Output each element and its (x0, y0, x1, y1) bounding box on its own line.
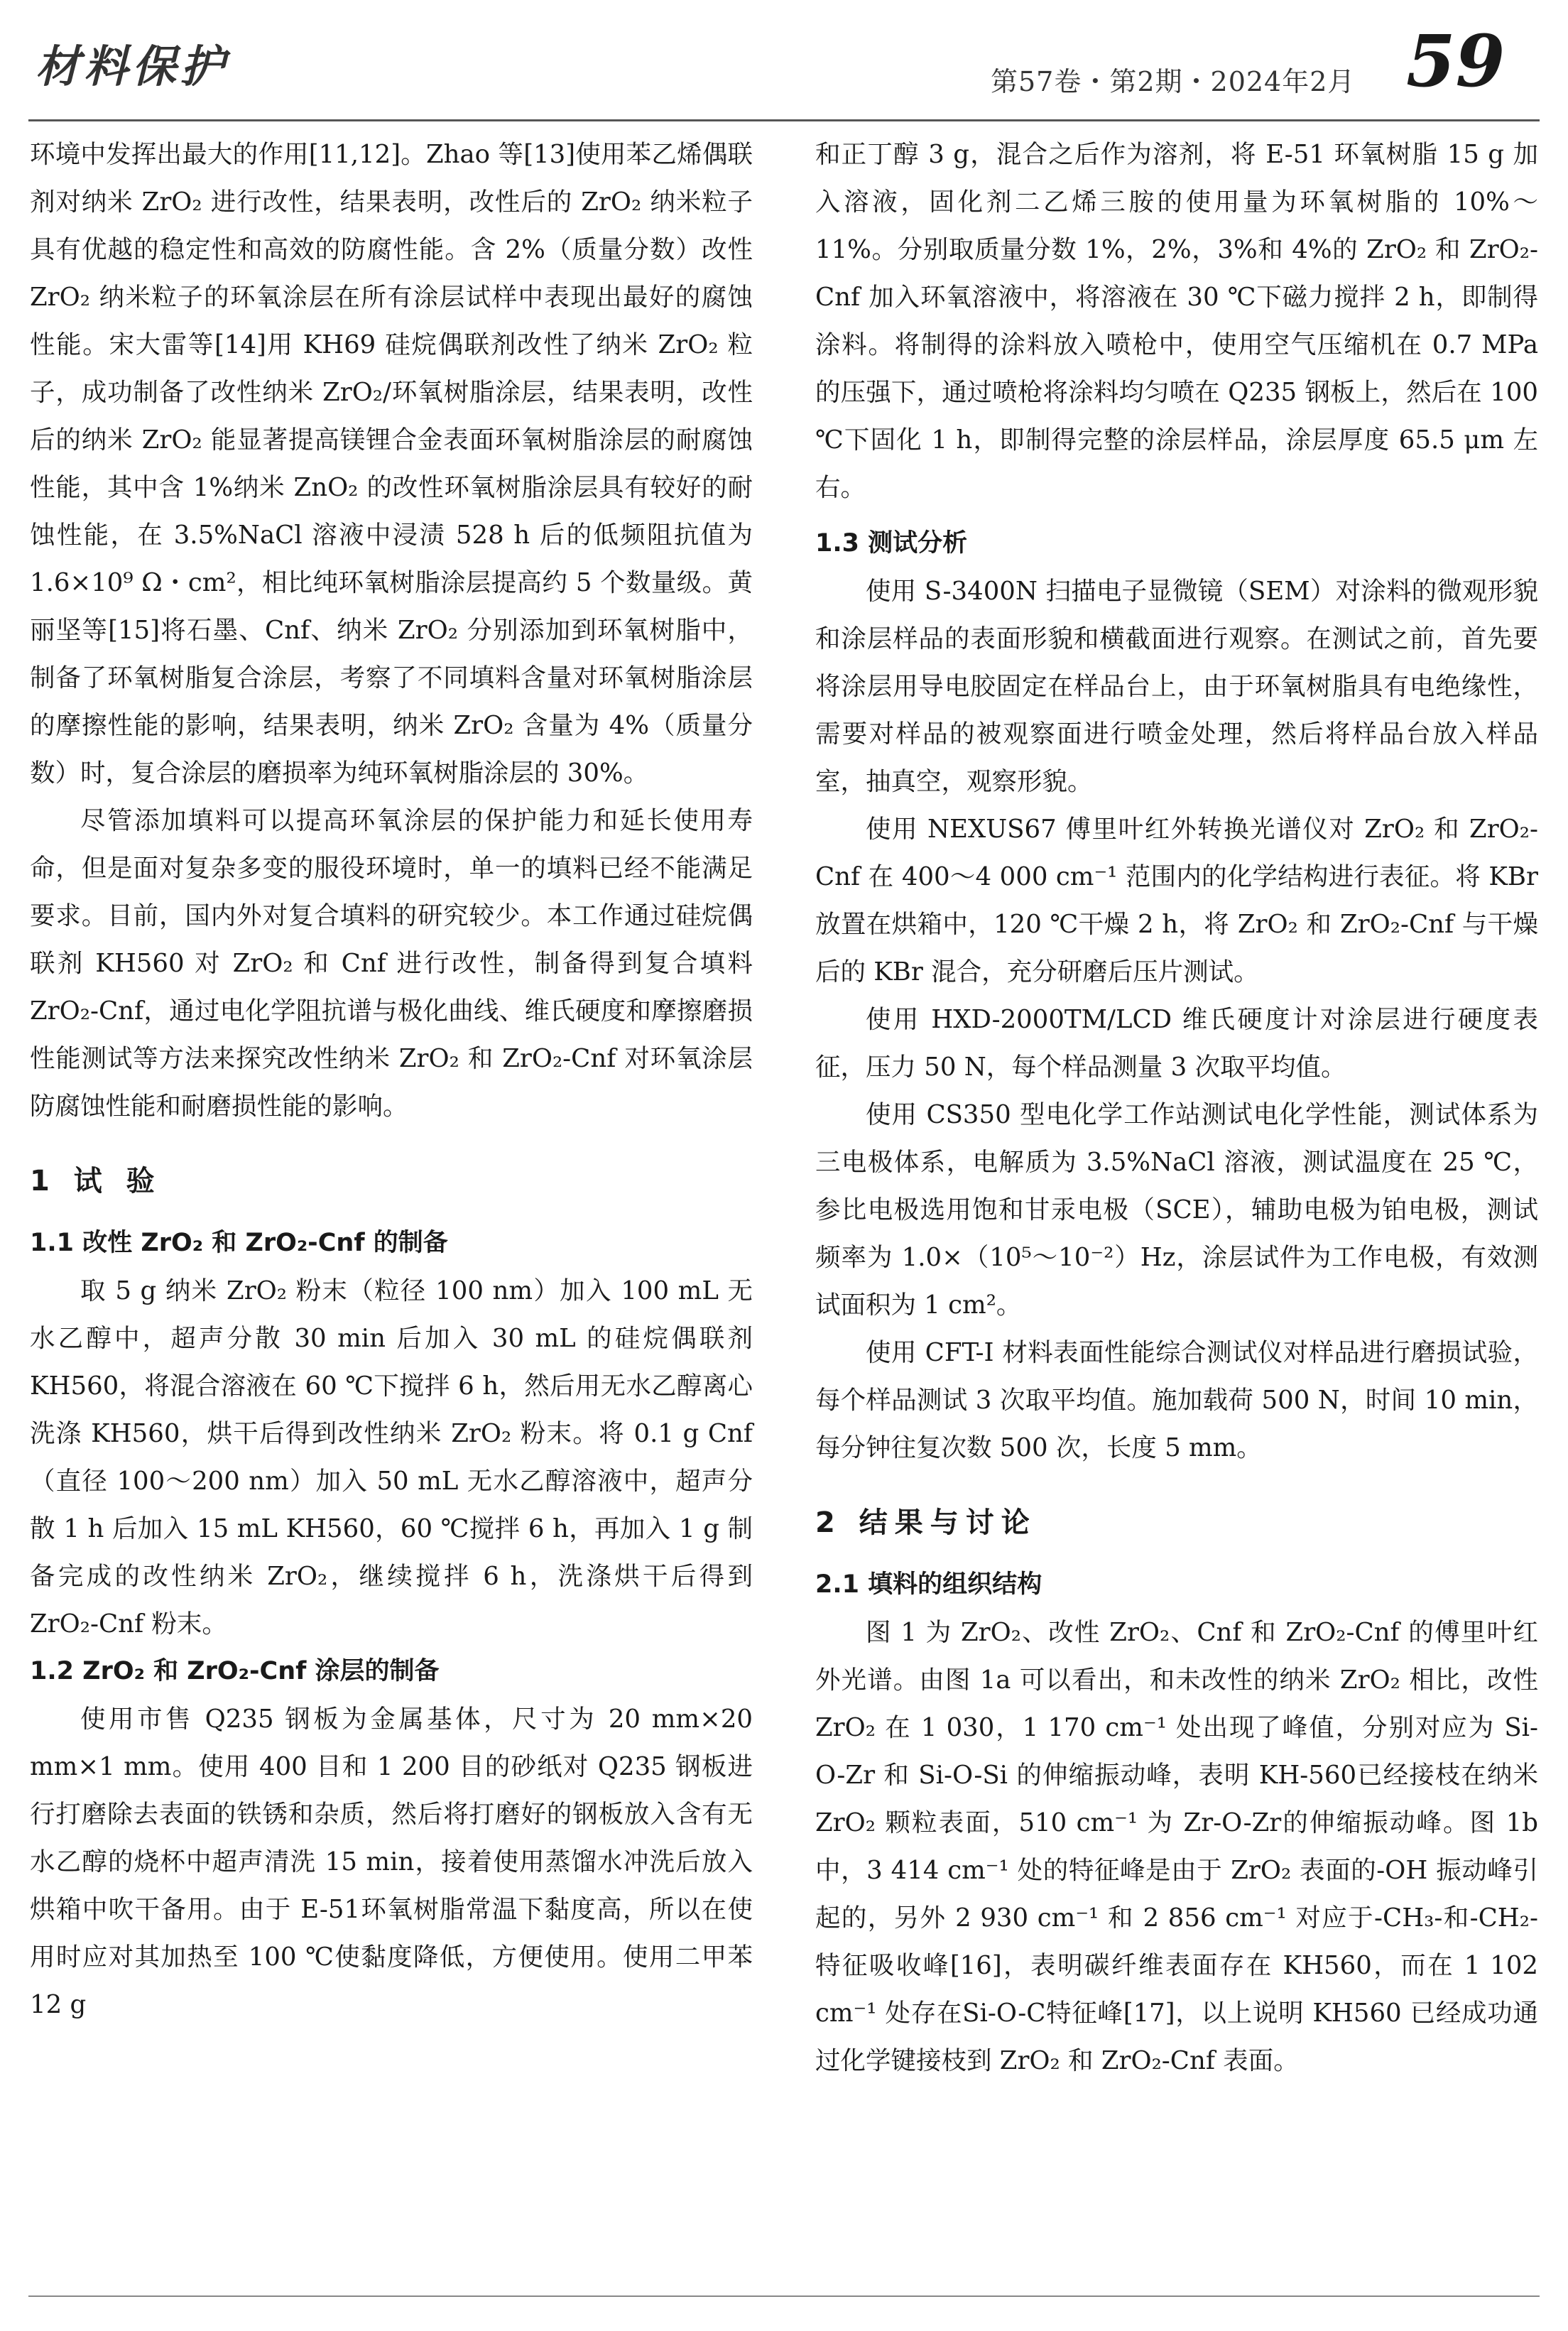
paragraph-1-1: 取 5 g 纳米 ZrO₂ 粉末（粒径 100 nm）加入 100 mL 无水乙醇中，超声分散 30 min 后加入 30 mL 的硅烷偶联剂 KH560，将混合溶液在 60 ℃下搅拌 6 h，然后用无水乙醇离心洗涤 KH560，烘干后得到改性纳米 ZrO₂ 粉末。将 0.1 g Cnf（直径 100～200 nm）加入 50 mL 无水乙醇溶液中，超声分散 1 h 后加入 15 mL KH560，60 ℃搅拌 6 h，再加入 1 g 制备完成的改性纳米 ZrO₂，继续搅拌 6 h，洗涤烘干后得到 ZrO₂-Cnf 粉末。 (30, 1276, 753, 1639)
journal-logo: 材料保护 (36, 40, 229, 92)
paragraph-1-2: 使用市售 Q235 钢板为金属基体，尺寸为 20 mm×20 mm×1 mm。使用 400 目和 1 200 目的砂纸对 Q235 钢板进行打磨除去表面的铁锈和杂质，然后将打磨好的钢板放入含有无水乙醇的烧杯中超声清洗 15 min，接着使用蒸馏水冲洗后放入烘箱中吹干备用。由于 E-51环氧树脂常温下黏度高，所以在使用时应对其加热至 100 ℃使黏度降低，方便使用。使用二甲苯 12 g (30, 1705, 753, 2019)
subsection-heading-2-1: 2.1 填料的组织结构 (815, 1570, 1042, 1599)
paragraph-sem: 使用 S-3400N 扫描电子显微镜（SEM）对涂料的微观形貌和涂层样品的表面形貌和横截面进行观察。在测试之前，首先要将涂层用导电胶固定在样品台上，由于环氧树脂具有电绝缘性，需要对样品的被观察面进行喷金处理，然后将样品台放入样品室，抽真空，观察形貌。 (815, 577, 1538, 796)
intro-paragraph: 环境中发挥出最大的作用[11,12]。Zhao 等[13]使用苯乙烯偶联剂对纳米 ZrO₂ 进行改性，结果表明，改性后的 ZrO₂ 纳米粒子具有优越的稳定性和高效的防腐性能。含 2%（质量分数）改性 ZrO₂ 纳米粒子的环氧涂层在所有涂层试样中表现出最好的腐蚀性能。宋大雷等[14]用 KH69 硅烷偶联剂改性了纳米 ZrO₂ 粒子，成功制备了改性纳米 ZrO₂/环氧树脂涂层，结果表明，改性后的纳米 ZrO₂ 能显著提高镁锂合金表面环氧树脂涂层的耐腐蚀性能，其中含 1%纳米 ZnO₂ 的改性环氧树脂涂层具有较好的耐蚀性能，在 3.5%NaCl 溶液中浸渍 528 h 后的低频阻抗值为 1.6×10⁹ Ω・cm²，相比纯环氧树脂涂层提高约 5 个数量级。黄丽坚等[15]将石墨、Cnf、纳米 ZrO₂ 分别添加到环氧树脂中，制备了环氧树脂复合涂层，考察了不同填料含量对环氧树脂涂层的摩擦性能的影响，结果表明，纳米 ZrO₂ 含量为 4%（质量分数）时，复合涂层的磨损率为纯环氧树脂涂层的 30%。 (30, 140, 753, 788)
issue-info: 第57卷・第2期・2024年2月 (991, 66, 1356, 97)
paragraph-1-2-continued: 和正丁醇 3 g，混合之后作为溶剂，将 E-51 环氧树脂 15 g 加入溶液，固化剂二乙烯三胺的使用量为环氧树脂的 10%～11%。分别取质量分数 1%，2%，3%和 4%的 ZrO₂ 和 ZrO₂-Cnf 加入环氧溶液中，将溶液在 30 ℃下磁力搅拌 2 h，即制得涂料。将制得的涂料放入喷枪中，使用空气压缩机在 0.7 MPa 的压强下，通过喷枪将涂料均匀喷在 Q235 钢板上，然后在 100 ℃下固化 1 h，即制得完整的涂层样品，涂层厚度 65.5 μm 左右。 (815, 140, 1538, 502)
subsection-heading-1-1: 1.1 改性 ZrO₂ 和 ZrO₂-Cnf 的制备 (30, 1229, 448, 1257)
paragraph-ftir: 使用 NEXUS67 傅里叶红外转换光谱仪对 ZrO₂ 和 ZrO₂-Cnf 在 400～4 000 cm⁻¹ 范围内的化学结构进行表征。将 KBr 放置在烘箱中，120 ℃干燥 2 h，将 ZrO₂ 和 ZrO₂-Cnf 与干燥后的 KBr 混合，充分研磨后压片测试。 (815, 815, 1538, 987)
paragraph-hardness: 使用 HXD-2000TM/LCD 维氏硬度计对涂层进行硬度表征，压力 50 N，每个样品测量 3 次取平均值。 (815, 1005, 1538, 1082)
paragraph-electrochemistry: 使用 CS350 型电化学工作站测试电化学性能，测试体系为三电极体系，电解质为 3.5%NaCl 溶液，测试温度在 25 ℃，参比电极选用饱和甘汞电极（SCE），辅助电极为铂电极，测试频率为 1.0×（10⁵～10⁻²）Hz，涂层试件为工作电极，有效测试面积为 1 cm²。 (815, 1100, 1538, 1320)
left-column (30, 131, 753, 2028)
paragraph-wear-test: 使用 CFT-I 材料表面性能综合测试仪对样品进行磨损试验，每个样品测试 3 次取平均值。施加载荷 500 N，时间 10 min，每分钟往复次数 500 次，长度 5 mm。 (815, 1338, 1538, 1462)
footer-rule (28, 2295, 1540, 2297)
purpose-paragraph: 尽管添加填料可以提高环氧涂层的保护能力和延长使用寿命，但是面对复杂多变的服役环境时，单一的填料已经不能满足要求。目前，国内外对复合填料的研究较少。本工作通过硅烷偶联剂 KH560 对 ZrO₂ 和 Cnf 进行改性，制备得到复合填料 ZrO₂-Cnf，通过电化学阻抗谱与极化曲线、维氏硬度和摩擦磨损性能测试等方法来探究改性纳米 ZrO₂ 和 ZrO₂-Cnf 对环氧涂层防腐蚀性能和耐磨损性能的影响。 (30, 806, 753, 1121)
paragraph-2-1: 图 1 为 ZrO₂、改性 ZrO₂、Cnf 和 ZrO₂-Cnf 的傅里叶红外光谱。由图 1a 可以看出，和未改性的纳米 ZrO₂ 相比，改性 ZrO₂ 在 1 030，1 170 cm⁻¹ 处出现了峰值，分别对应为 Si-O-Zr 和 Si-O-Si 的伸缩振动峰，表明 KH-560已经接枝在纳米 ZrO₂ 颗粒表面，510 cm⁻¹ 为 Zr-O-Zr的伸缩振动峰。图 1b 中，3 414 cm⁻¹ 处的特征峰是由于 ZrO₂ 表面的-OH 振动峰引起的，另外 2 930 cm⁻¹ 和 2 856 cm⁻¹ 对应于-CH₃-和-CH₂-特征吸收峰[16]，表明碳纤维表面存在 KH560，而在 1 102 cm⁻¹ 处存在Si-O-C特征峰[17]，以上说明 KH560 已经成功通过化学键接枝到 ZrO₂ 和 ZrO₂-Cnf 表面。 (815, 1618, 1538, 2075)
section-heading-experiment: 1 试 验 (30, 1165, 162, 1197)
right-column (815, 131, 1538, 2085)
subsection-heading-1-2: 1.2 ZrO₂ 和 ZrO₂-Cnf 涂层的制备 (30, 1657, 440, 1685)
section-heading-results: 2 结果与讨论 (815, 1506, 1037, 1539)
header-rule (28, 119, 1540, 121)
subsection-heading-1-3: 1.3 测试分析 (815, 529, 968, 558)
page-number: 59 (1406, 19, 1506, 103)
